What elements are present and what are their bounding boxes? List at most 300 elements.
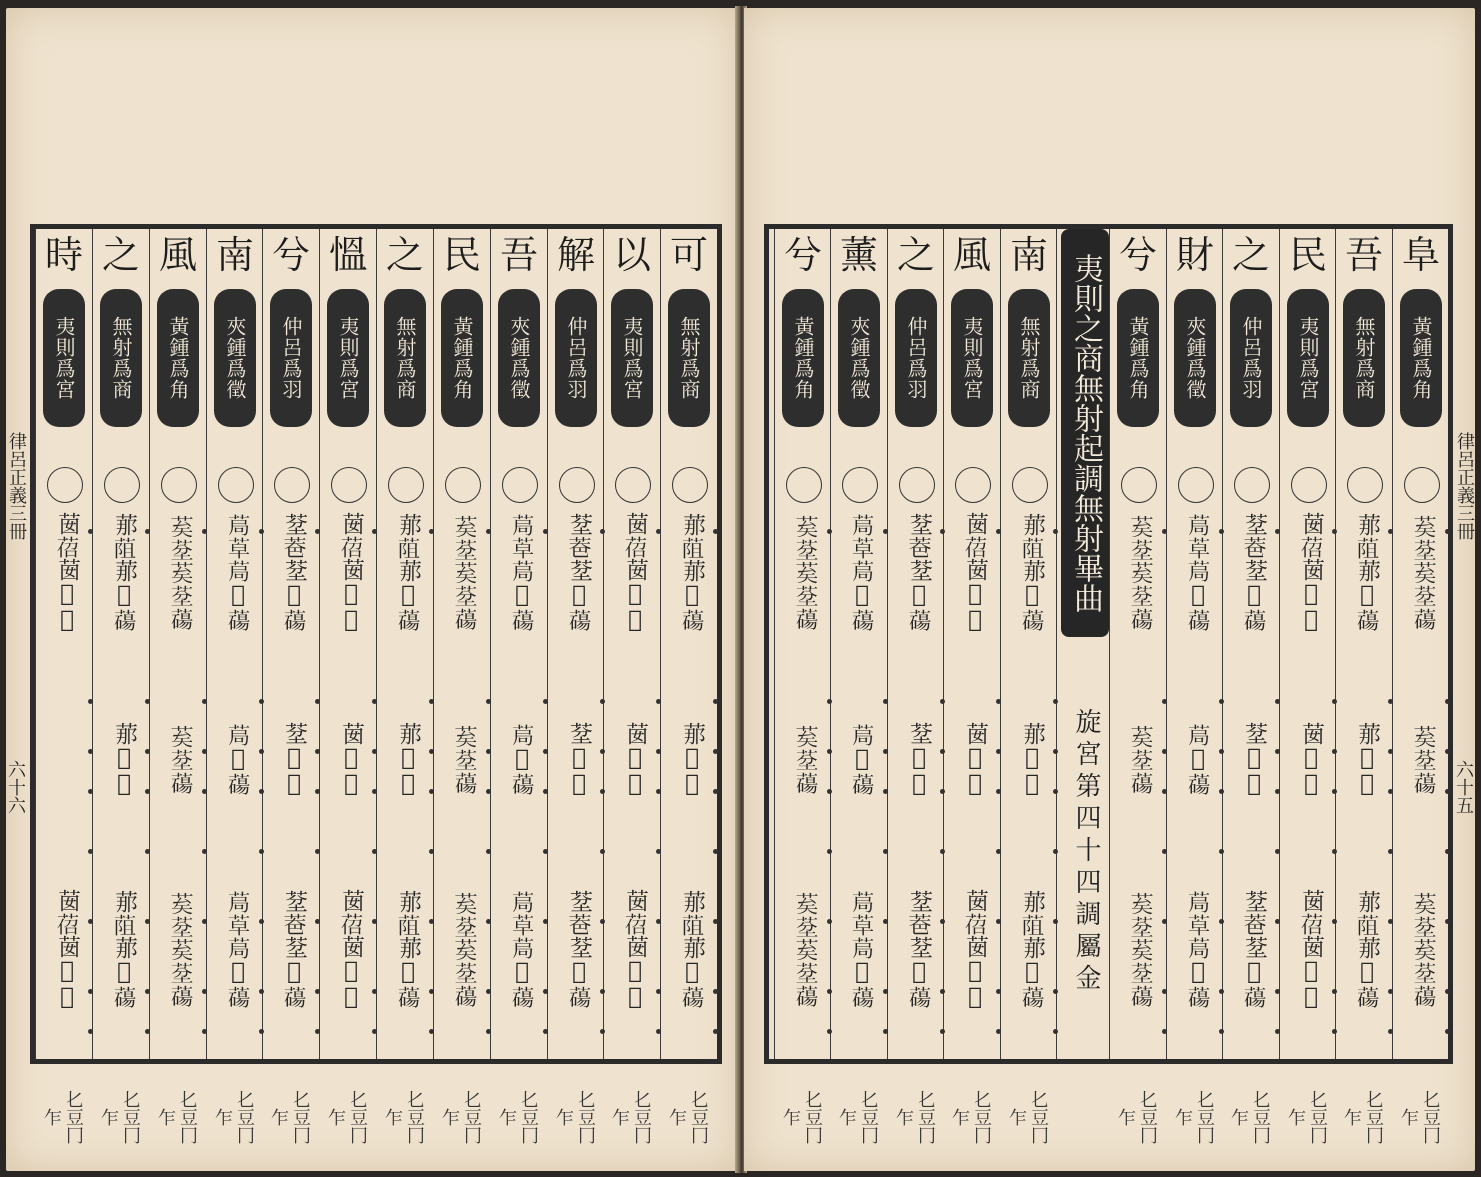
notation-column [35, 229, 91, 1144]
notation-column [943, 229, 999, 1144]
first-note-ring [1012, 467, 1048, 503]
rhythm-dot [315, 749, 320, 754]
notation-phrase-2: 𦯀𦱈𦿆 [566, 721, 592, 797]
rhythm-dot [656, 1029, 661, 1034]
notation-column [830, 229, 886, 1144]
rhythm-dot [713, 989, 718, 994]
rhythm-dot [1219, 749, 1224, 754]
pitch-mode-tag: 黃鍾爲角 [782, 289, 824, 427]
rhythm-dot [88, 699, 93, 704]
rhythm-dot [1162, 789, 1167, 794]
rhythm-dot [1219, 1029, 1224, 1034]
lyric-character: 慍 [328, 233, 367, 277]
ending-notation: 𠤎豆冂乍 [1341, 1090, 1384, 1144]
tune-title-column [1056, 229, 1112, 1059]
notation-phrase-1: 𦮸𦯀𦮸𦯀𦿆 [168, 514, 194, 630]
notation-column [887, 229, 943, 1144]
rhythm-dot [315, 919, 320, 924]
notation-phrase-1: 𦯀𦮹𦯀𦱈𦿆 [281, 513, 307, 631]
lyric-character: 風 [952, 233, 991, 277]
rhythm-dot [1445, 989, 1450, 994]
rhythm-dot [656, 749, 661, 754]
rhythm-dot [259, 989, 264, 994]
rhythm-dot [543, 699, 548, 704]
rhythm-dot [713, 1029, 718, 1034]
rhythm-dot [713, 919, 718, 924]
notation-phrase-3: 𦰡𦯓𦰡𦱈𦿆 [1354, 890, 1380, 1008]
rhythm-dot [1053, 749, 1058, 754]
rhythm-dot [1162, 919, 1167, 924]
lyric-character: 之 [385, 233, 424, 277]
pitch-mode-tag: 無射爲商 [668, 289, 710, 427]
rhythm-dot [940, 699, 945, 704]
rhythm-dot [1275, 919, 1280, 924]
notation-phrase-2: 𦮸𦯀𦿆 [168, 724, 194, 794]
notation-column [433, 229, 489, 1144]
rhythm-dot [1053, 919, 1058, 924]
ending-notation: 𠤎豆冂乍 [1228, 1090, 1271, 1144]
rhythm-dot [372, 529, 377, 534]
first-note-ring [1404, 467, 1440, 503]
rhythm-dot [259, 919, 264, 924]
rhythm-dot [543, 749, 548, 754]
pitch-mode-tag: 無射爲商 [384, 289, 426, 427]
rhythm-dot [486, 1029, 491, 1034]
rhythm-dot [88, 849, 93, 854]
left-margin-title: 律呂正義三冊 [6, 432, 27, 540]
rhythm-dot [1332, 749, 1337, 754]
first-note-ring [502, 467, 538, 503]
lyric-character: 兮 [783, 233, 822, 277]
pitch-mode-tag: 夾鍾爲徵 [838, 289, 880, 427]
rhythm-dot [202, 529, 207, 534]
rhythm-dot [1388, 699, 1393, 704]
notation-phrase-2: 𦰡𦱈𦿆 [679, 721, 705, 797]
notation-phrase-2: 𦯃𦱈𦿆 [225, 723, 251, 795]
notation-phrase-1: 𦮸𦯀𦮸𦯀𦿆 [793, 514, 819, 630]
rhythm-dot [1162, 849, 1167, 854]
rhythm-dot [202, 749, 207, 754]
ending-notation: 𠤎豆冂乍 [609, 1090, 652, 1144]
notation-phrase-2: 𦯃𦱈𦿆 [1185, 723, 1211, 795]
rhythm-dot [940, 919, 945, 924]
rhythm-dot [202, 1029, 207, 1034]
rhythm-dot [713, 789, 718, 794]
rhythm-dot [996, 529, 1001, 534]
ending-notation: 𠤎豆冂乍 [1285, 1090, 1328, 1144]
pitch-mode-tag: 無射爲商 [1343, 289, 1385, 427]
rhythm-dot [486, 789, 491, 794]
pitch-mode-tag: 無射爲商 [1008, 289, 1050, 427]
rhythm-dot [429, 919, 434, 924]
notation-phrase-1: 𦯃𦯑𦯃𦱈𦿆 [509, 513, 535, 631]
rhythm-dot [145, 919, 150, 924]
rhythm-dot [1445, 849, 1450, 854]
notation-phrase-3: 𦮗𦯐𦮗𦬒𦿰 [622, 888, 648, 1010]
rhythm-dot [827, 919, 832, 924]
rhythm-dot [1388, 749, 1393, 754]
pitch-mode-tag: 夾鍾爲徵 [498, 289, 540, 427]
rhythm-dot [1053, 789, 1058, 794]
notation-phrase-3: 𦮸𦯀𦮸𦯀𦿆 [793, 891, 819, 1007]
rhythm-dot [88, 749, 93, 754]
notation-phrase-3: 𦮸𦯀𦮸𦯀𦿆 [1128, 891, 1154, 1007]
rhythm-dot [543, 529, 548, 534]
rhythm-dot [600, 699, 605, 704]
notation-column [1000, 229, 1056, 1144]
notation-phrase-1: 𦰡𦯓𦰡𦱈𦿆 [1354, 513, 1380, 631]
rhythm-dot [713, 699, 718, 704]
lyric-character: 南 [215, 233, 254, 277]
rhythm-dot [656, 989, 661, 994]
rhythm-dot [1275, 749, 1280, 754]
ending-notation: 𠤎豆冂乍 [780, 1090, 823, 1144]
notation-column [1109, 229, 1165, 1144]
notation-phrase-1: 𦮗𦯐𦮗𦬒𦿰 [338, 511, 364, 633]
notation-phrase-2: 𦮸𦯀𦿆 [1128, 724, 1154, 794]
ending-notation: 𠤎豆冂乍 [666, 1090, 709, 1144]
notation-phrase-3: 𦰡𦯓𦰡𦱈𦿆 [395, 890, 421, 1008]
notation-phrase-2: 𦰡𦱈𦿆 [1019, 721, 1045, 797]
rhythm-dot [315, 529, 320, 534]
rhythm-dot [486, 849, 491, 854]
notation-phrase-1: 𦮗𦯐𦮗𦬒𦿰 [54, 511, 80, 633]
notation-phrase-3: 𦰡𦯓𦰡𦱈𦿆 [679, 890, 705, 1008]
notation-column [262, 229, 318, 1144]
notation-phrase-3: 𦯀𦮹𦯀𦱈𦿆 [281, 890, 307, 1008]
lyric-character: 阜 [1401, 233, 1440, 277]
rhythm-dot [1053, 529, 1058, 534]
lyric-character: 可 [669, 233, 708, 277]
lyric-character: 民 [442, 233, 481, 277]
rhythm-dot [429, 849, 434, 854]
first-note-ring [672, 467, 708, 503]
mode-description: 旋宮第四十四調屬金 [1071, 707, 1101, 996]
rhythm-dot [1162, 749, 1167, 754]
rhythm-dot [486, 699, 491, 704]
rhythm-dot [429, 749, 434, 754]
rhythm-dot [1445, 1029, 1450, 1034]
rhythm-dot [429, 789, 434, 794]
pitch-mode-tag: 夷則爲宮 [611, 289, 653, 427]
first-note-ring [274, 467, 310, 503]
ending-notation: 𠤎豆冂乍 [949, 1090, 992, 1144]
notation-phrase-2: 𦮗𦬒𦿰 [1298, 721, 1324, 797]
ending-notation: 𠤎豆冂乍 [382, 1090, 425, 1144]
rhythm-dot [1332, 789, 1337, 794]
ending-notation: 𠤎豆冂乍 [553, 1090, 596, 1144]
rhythm-dot [1053, 1029, 1058, 1034]
lyric-character: 兮 [1118, 233, 1157, 277]
first-note-ring [104, 467, 140, 503]
pitch-mode-tag: 夾鍾爲徵 [1174, 289, 1216, 427]
lyric-character: 吾 [1344, 233, 1383, 277]
rhythm-dot [145, 849, 150, 854]
notation-phrase-1: 𦰡𦯓𦰡𦱈𦿆 [111, 513, 137, 631]
rhythm-dot [315, 989, 320, 994]
rhythm-dot [600, 529, 605, 534]
rhythm-dot [883, 849, 888, 854]
rhythm-dot [827, 1029, 832, 1034]
first-note-ring [1178, 467, 1214, 503]
notation-phrase-3: 𦮗𦯐𦮗𦬒𦿰 [338, 888, 364, 1010]
lyric-character: 以 [612, 233, 651, 277]
rhythm-dot [1275, 849, 1280, 854]
rhythm-dot [883, 919, 888, 924]
rhythm-dot [1275, 699, 1280, 704]
rhythm-dot [88, 989, 93, 994]
rhythm-dot [656, 699, 661, 704]
rhythm-dot [883, 989, 888, 994]
rhythm-dot [713, 749, 718, 754]
notation-phrase-3: 𦯃𦯑𦯃𦱈𦿆 [849, 890, 875, 1008]
rhythm-dot [145, 989, 150, 994]
ending-notation: 𠤎豆冂乍 [41, 1090, 84, 1144]
notation-column [1222, 229, 1278, 1144]
rhythm-dot [372, 849, 377, 854]
rhythm-dot [202, 989, 207, 994]
rhythm-dot [1445, 919, 1450, 924]
rhythm-dot [315, 849, 320, 854]
rhythm-dot [259, 1029, 264, 1034]
lyric-character: 南 [1009, 233, 1048, 277]
rhythm-dot [145, 749, 150, 754]
left-score-frame [30, 224, 722, 1144]
first-note-ring [1234, 467, 1270, 503]
rhythm-dot [827, 699, 832, 704]
notation-column [603, 229, 659, 1144]
notation-phrase-3: 𦯃𦯑𦯃𦱈𦿆 [1185, 890, 1211, 1008]
rhythm-dot [1162, 989, 1167, 994]
notation-phrase-3: 𦯀𦮹𦯀𦱈𦿆 [906, 890, 932, 1008]
notation-phrase-1: 𦯃𦯑𦯃𦱈𦿆 [225, 513, 251, 631]
rhythm-dot [88, 789, 93, 794]
first-note-ring [1121, 467, 1157, 503]
rhythm-dot [940, 529, 945, 534]
rhythm-dot [656, 849, 661, 854]
rhythm-dot [827, 789, 832, 794]
rhythm-dot [1219, 989, 1224, 994]
notation-column [1335, 229, 1391, 1144]
rhythm-dot [1445, 699, 1450, 704]
lyric-character: 之 [896, 233, 935, 277]
rhythm-dot [1332, 989, 1337, 994]
notation-column [1279, 229, 1335, 1144]
pitch-mode-tag: 仲呂爲羽 [270, 289, 312, 427]
notation-phrase-3: 𦯀𦮹𦯀𦱈𦿆 [566, 890, 592, 1008]
notation-phrase-3: 𦮸𦯀𦮸𦯀𦿆 [1411, 891, 1437, 1007]
rhythm-dot [996, 989, 1001, 994]
rhythm-dot [1275, 1029, 1280, 1034]
lyric-character: 之 [101, 233, 140, 277]
rhythm-dot [940, 989, 945, 994]
notation-phrase-2: 𦯀𦱈𦿆 [1241, 721, 1267, 797]
rhythm-dot [1332, 849, 1337, 854]
rhythm-dot [940, 789, 945, 794]
right-margin-title: 律呂正義三冊 [1454, 432, 1475, 540]
rhythm-dot [429, 529, 434, 534]
notation-column [1166, 229, 1222, 1144]
first-note-ring [388, 467, 424, 503]
notation-phrase-1: 𦮸𦯀𦮸𦯀𦿆 [1128, 514, 1154, 630]
notation-phrase-2 [46, 694, 84, 824]
pitch-mode-tag: 仲呂爲羽 [895, 289, 937, 427]
rhythm-dot [600, 789, 605, 794]
notation-phrase-2: 𦮸𦯀𦿆 [452, 724, 478, 794]
rhythm-dot [372, 919, 377, 924]
rhythm-dot [600, 849, 605, 854]
rhythm-dot [315, 1029, 320, 1034]
notation-phrase-2: 𦯀𦱈𦿆 [906, 721, 932, 797]
rhythm-dot [996, 749, 1001, 754]
notation-phrase-3: 𦰡𦯓𦰡𦱈𦿆 [1019, 890, 1045, 1008]
notation-phrase-1: 𦯃𦯑𦯃𦱈𦿆 [1185, 513, 1211, 631]
rhythm-dot [1275, 529, 1280, 534]
rhythm-dot [1219, 789, 1224, 794]
ending-notation: 𠤎豆冂乍 [1115, 1090, 1158, 1144]
notation-phrase-3: 𦰡𦯓𦰡𦱈𦿆 [111, 890, 137, 1008]
rhythm-dot [315, 789, 320, 794]
rhythm-dot [1332, 699, 1337, 704]
rhythm-dot [883, 529, 888, 534]
lyric-character: 財 [1175, 233, 1214, 277]
pitch-mode-tag: 仲呂爲羽 [1230, 289, 1272, 427]
notation-phrase-1: 𦮗𦯐𦮗𦬒𦿰 [622, 511, 648, 633]
rhythm-dot [996, 1029, 1001, 1034]
rhythm-dot [202, 789, 207, 794]
rhythm-dot [1162, 699, 1167, 704]
rhythm-dot [1053, 849, 1058, 854]
notation-phrase-2: 𦮗𦬒𦿰 [622, 721, 648, 797]
notation-phrase-3: 𦯀𦮹𦯀𦱈𦿆 [1241, 890, 1267, 1008]
pitch-mode-tag: 夷則爲宮 [1287, 289, 1329, 427]
notation-phrase-3: 𦮸𦯀𦮸𦯀𦿆 [452, 891, 478, 1007]
notation-phrase-1: 𦰡𦯓𦰡𦱈𦿆 [1019, 513, 1045, 631]
notation-phrase-2: 𦰡𦱈𦿆 [395, 721, 421, 797]
notation-column [1392, 229, 1448, 1144]
rhythm-dot [1053, 699, 1058, 704]
lyric-character: 民 [1288, 233, 1327, 277]
rhythm-dot [1275, 789, 1280, 794]
rhythm-dot [940, 749, 945, 754]
notation-phrase-1: 𦮗𦯐𦮗𦬒𦿰 [962, 511, 988, 633]
rhythm-dot [1388, 1029, 1393, 1034]
rhythm-dot [1219, 849, 1224, 854]
rhythm-dot [1388, 789, 1393, 794]
notation-column [490, 229, 546, 1144]
notation-column [774, 229, 830, 1144]
notation-phrase-2: 𦯃𦱈𦿆 [849, 723, 875, 795]
pitch-mode-tag: 黃鍾爲角 [1400, 289, 1442, 427]
notation-phrase-1: 𦰡𦯓𦰡𦱈𦿆 [679, 513, 705, 631]
first-note-ring [331, 467, 367, 503]
rhythm-dot [996, 849, 1001, 854]
ending-notation: 𠤎豆冂乍 [496, 1090, 539, 1144]
rhythm-dot [883, 699, 888, 704]
first-note-ring [1347, 467, 1383, 503]
ending-notation: 𠤎豆冂乍 [98, 1090, 141, 1144]
tune-title-box: 夷則之商無射起調無射畢曲 [1061, 229, 1109, 637]
ending-notation: 𠤎豆冂乍 [155, 1090, 198, 1144]
ending-notation: 𠤎豆冂乍 [1006, 1090, 1049, 1144]
rhythm-dot [1388, 849, 1393, 854]
ending-notation: 𠤎豆冂乍 [212, 1090, 255, 1144]
right-score-frame [764, 224, 1453, 1144]
pitch-mode-tag: 黃鍾爲角 [441, 289, 483, 427]
rhythm-dot [827, 989, 832, 994]
notation-column [319, 229, 375, 1144]
notation-column [660, 229, 716, 1144]
notation-phrase-1: 𦯀𦮹𦯀𦱈𦿆 [906, 513, 932, 631]
lyric-character: 風 [158, 233, 197, 277]
ending-notation: 𠤎豆冂乍 [268, 1090, 311, 1144]
pitch-mode-tag: 無射爲商 [100, 289, 142, 427]
rhythm-dot [996, 919, 1001, 924]
rhythm-dot [372, 789, 377, 794]
rhythm-dot [486, 919, 491, 924]
rhythm-dot [259, 849, 264, 854]
notation-phrase-3: 𦯃𦯑𦯃𦱈𦿆 [225, 890, 251, 1008]
notation-column [376, 229, 432, 1144]
notation-phrase-2: 𦰡𦱈𦿆 [111, 721, 137, 797]
rhythm-dot [1332, 529, 1337, 534]
first-note-ring [559, 467, 595, 503]
lyric-character: 薰 [839, 233, 878, 277]
pitch-mode-tag: 夷則爲宮 [951, 289, 993, 427]
rhythm-dot [1388, 989, 1393, 994]
ending-notation: 𠤎豆冂乍 [1172, 1090, 1215, 1144]
rhythm-dot [713, 529, 718, 534]
rhythm-dot [1053, 989, 1058, 994]
rhythm-dot [315, 699, 320, 704]
rhythm-dot [1445, 749, 1450, 754]
rhythm-dot [543, 789, 548, 794]
notation-phrase-2: 𦮸𦯀𦿆 [1411, 724, 1437, 794]
rhythm-dot [543, 849, 548, 854]
rhythm-dot [259, 529, 264, 534]
notation-phrase-2: 𦯃𦱈𦿆 [509, 723, 535, 795]
rhythm-dot [145, 529, 150, 534]
notation-phrase-2: 𦮗𦬒𦿰 [962, 721, 988, 797]
left-folio-number: 六十六 [5, 760, 26, 814]
rhythm-dot [883, 1029, 888, 1034]
rhythm-dot [372, 749, 377, 754]
first-note-ring [955, 467, 991, 503]
notation-phrase-2: 𦮗𦬒𦿰 [338, 721, 364, 797]
rhythm-dot [1275, 989, 1280, 994]
rhythm-dot [88, 1029, 93, 1034]
lyric-character: 吾 [499, 233, 538, 277]
rhythm-dot [259, 699, 264, 704]
notation-phrase-3: 𦮗𦯐𦮗𦬒𦿰 [1298, 888, 1324, 1010]
rhythm-dot [656, 919, 661, 924]
rhythm-dot [656, 529, 661, 534]
rhythm-dot [1445, 789, 1450, 794]
notation-phrase-1: 𦯃𦯑𦯃𦱈𦿆 [849, 513, 875, 631]
rhythm-dot [486, 989, 491, 994]
lyric-character: 時 [44, 233, 83, 277]
rhythm-dot [827, 749, 832, 754]
ending-notation: 𠤎豆冂乍 [893, 1090, 936, 1144]
rhythm-dot [1162, 1029, 1167, 1034]
notation-phrase-1: 𦰡𦯓𦰡𦱈𦿆 [395, 513, 421, 631]
rhythm-dot [145, 1029, 150, 1034]
rhythm-dot [1219, 699, 1224, 704]
notation-phrase-1: 𦯀𦮹𦯀𦱈𦿆 [566, 513, 592, 631]
rhythm-dot [713, 849, 718, 854]
rhythm-dot [1219, 529, 1224, 534]
first-note-ring [218, 467, 254, 503]
